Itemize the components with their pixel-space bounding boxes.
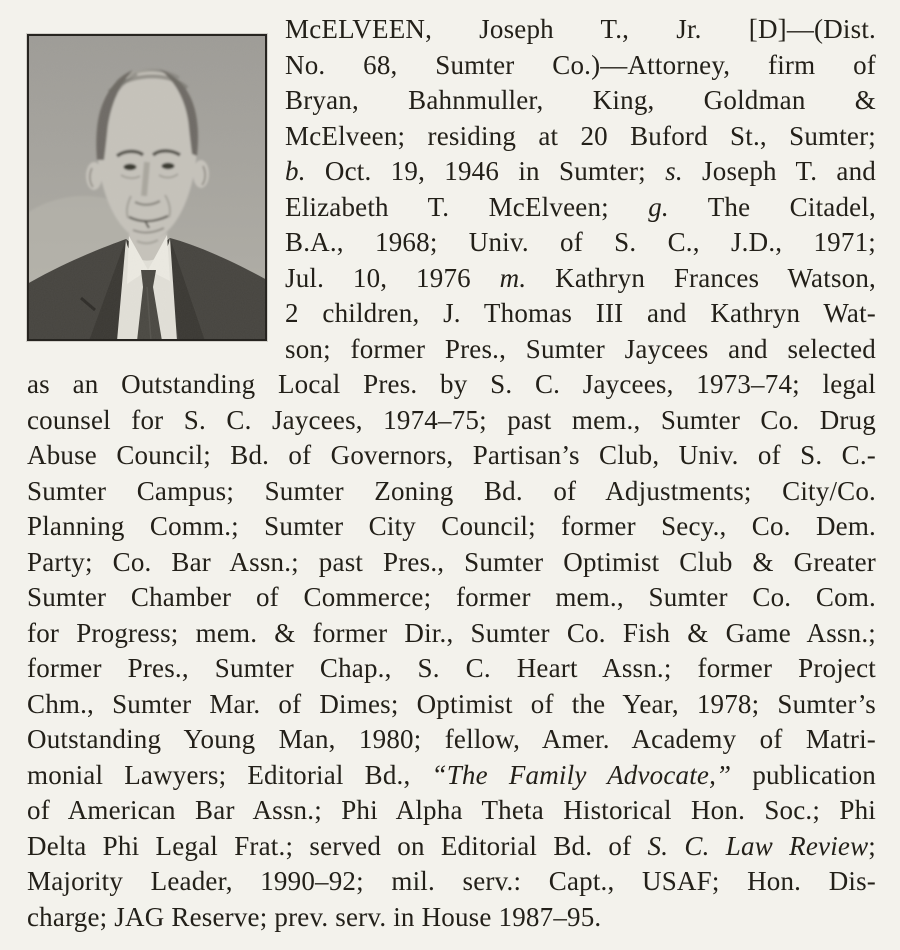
portrait-photo	[27, 34, 267, 341]
bio-segment-italic: g.	[648, 191, 669, 222]
bio-segment: Majority Leader, 1990–92; mil. serv.: Capt., USAF; Hon. Dis-	[27, 866, 876, 896]
bio-segment: McElveen; residing at 20 Buford St., Sumter;	[285, 120, 876, 151]
bio-segment: Sumter Campus; Sumter Zoning Bd. of Adjustments; City/Co.	[27, 475, 876, 506]
bio-line	[27, 722, 876, 758]
bio-line	[27, 758, 876, 794]
bio-line	[27, 864, 876, 900]
bio-segment: Oct. 19, 1946 in Sumter;	[305, 156, 666, 186]
bio-line	[27, 793, 876, 829]
bio-segment-italic: s.	[665, 156, 683, 186]
bio-segment: ;	[868, 830, 876, 861]
bio-segment: former Pres., Sumter Chap., S. C. Heart Assn.; former Project	[27, 653, 876, 683]
bio-segment: Elizabeth T. McElveen;	[285, 191, 649, 222]
bio-segment: 2 children, J. Thomas III and Kathryn Wat-	[285, 298, 876, 328]
biography-text	[27, 12, 876, 935]
bio-line	[27, 367, 876, 403]
bio-segment: McELVEEN, Joseph T., Jr. [D]—(Dist.	[285, 14, 876, 44]
bio-segment: Delta Phi Legal Frat.; served on Editorial Bd. of	[27, 830, 648, 861]
bio-line	[285, 261, 876, 297]
bio-segment: Sumter Chamber of Commerce; former mem., Sumter Co. Com.	[27, 582, 876, 612]
bio-line	[285, 296, 876, 332]
bio-segment-italic: S. C. Law Review	[647, 830, 869, 861]
bio-line	[27, 580, 876, 616]
bio-line	[285, 12, 876, 48]
bio-segment: No. 68, Sumter Co.)—Attorney, firm of	[285, 49, 876, 80]
bio-segment: Joseph T. and	[682, 156, 876, 186]
bio-segment-italic: b.	[285, 156, 306, 186]
bio-segment: B.A., 1968; Univ. of S. C., J.D., 1971;	[285, 227, 876, 257]
bio-line	[285, 332, 876, 368]
portrait-photo-illustration	[29, 36, 265, 339]
bio-segment: as an Outstanding Local Pres. by S. C. Jaycees, 1973–74; legal	[27, 369, 876, 399]
bio-segment: charge; JAG Reserve; prev. serv. in House 1987–95.	[27, 901, 602, 932]
bio-line	[27, 509, 876, 545]
bio-segment: Party; Co. Bar Assn.; past Pres., Sumter Optimist Club & Greater	[27, 546, 876, 577]
bio-segment-italic: “The Family Advocate,”	[431, 759, 732, 790]
bio-line	[285, 190, 876, 226]
bio-segment: son; former Pres., Sumter Jaycees and selected	[285, 333, 876, 364]
bio-line	[27, 545, 876, 581]
bio-line	[285, 48, 876, 84]
bio-segment: counsel for S. C. Jaycees, 1974–75; past mem., Sumter Co. Drug	[27, 404, 876, 435]
bio-line	[285, 154, 876, 190]
bio-segment: publication	[731, 759, 876, 790]
bio-line	[285, 83, 876, 119]
bio-line	[27, 687, 876, 723]
bio-line	[27, 651, 876, 687]
bio-line	[27, 438, 876, 474]
bio-segment: for Progress; mem. & former Dir., Sumter Co. Fish & Game Assn.;	[27, 617, 876, 648]
bio-line	[285, 225, 876, 261]
bio-segment: of American Bar Assn.; Phi Alpha Theta Historical Hon. Soc.; Phi	[27, 795, 876, 825]
bio-segment: Abuse Council; Bd. of Governors, Partisan’s Club, Univ. of S. C.-	[27, 440, 876, 470]
bio-segment: The Citadel,	[668, 191, 876, 222]
bio-segment: Outstanding Young Man, 1980; fellow, Amer. Academy of Matri-	[27, 724, 876, 754]
bio-segment: Kathryn Frances Watson,	[526, 262, 876, 293]
bio-segment: monial Lawyers; Editorial Bd.,	[27, 759, 432, 790]
bio-line	[27, 900, 876, 936]
bio-line	[27, 829, 876, 865]
bio-segment: Bryan, Bahnmuller, King, Goldman &	[285, 85, 876, 115]
bio-line	[285, 119, 876, 155]
bio-line	[27, 403, 876, 439]
bio-segment: Planning Comm.; Sumter City Council; former Secy., Co. Dem.	[27, 511, 876, 541]
bio-line	[27, 474, 876, 510]
bio-line	[27, 616, 876, 652]
bio-segment: Jul. 10, 1976	[285, 262, 500, 293]
bio-segment-italic: m.	[499, 262, 527, 293]
bio-segment: Chm., Sumter Mar. of Dimes; Optimist of the Year, 1978; Sumter’s	[27, 688, 876, 719]
